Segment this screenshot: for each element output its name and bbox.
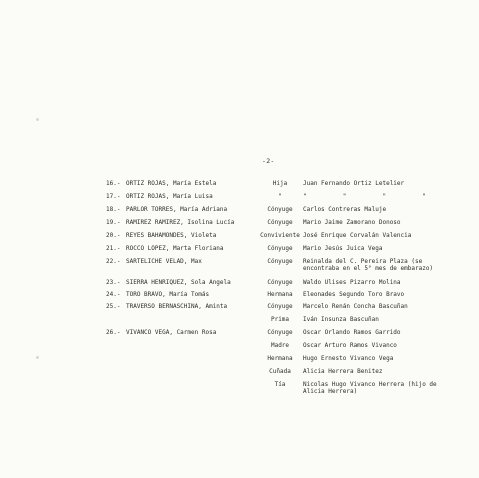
entry-number: 24.- [106,291,121,298]
entry-relationship: Cónyuge [267,329,293,336]
entry-name: ROCCO LOPEZ, Marta Floriana [126,245,224,252]
entry-relationship: Cuñada [269,368,291,375]
entry-number: 20.- [106,232,121,239]
list-item [0,193,479,203]
list-item [0,342,479,352]
entry-relationship: Cónyuge [267,279,293,286]
entry-relative: Mario Jesús Juica Vega [303,245,383,252]
entry-number: 18.- [106,206,121,213]
entry-number: 26.- [106,329,121,336]
entry-name: SARTELICHE VELAD, Max [126,258,202,265]
entry-relationship: Conviviente [260,232,300,239]
entry-relationship: Cónyuge [267,245,293,252]
entry-relative: Eleonades Segundo Toro Bravo [303,291,405,298]
entry-relative: Juan Fernando Ortiz Letelier [303,180,405,187]
entry-relationship: Cónyuge [267,219,293,226]
entry-relationship: Tía [274,381,286,388]
entry-relationship: Madre [270,342,290,349]
entry-relative: Waldo Ulises Pizarro Molina [303,279,401,286]
entry-number: 19.- [106,219,121,226]
entry-relative: Iván Insunza Bascuñan [303,316,379,323]
entry-name: ORTIZ ROJAS, María Estela [126,180,217,187]
entry-number: 21.- [106,245,121,252]
list-item [0,245,479,255]
entry-number: 17.- [106,193,121,200]
entry-relative: Oscar Orlando Ramos Garrido [303,329,401,336]
entry-relationship: Prima [270,316,290,323]
list-item [0,279,479,289]
entry-relationship: Hermana [267,355,293,362]
entry-relative: Hugo Ernesto Vivanco Vega [303,355,394,362]
entry-relative: Reinalda del C. Pereira Plaza (se encontraba en el 5° mes de embarazo) [303,258,434,272]
entry-relationship: Cónyuge [267,258,293,265]
entry-name: RAMIREZ RAMIREZ, Isolina Lucía [126,219,235,226]
list-item [0,219,479,229]
punch-hole [36,118,39,121]
entry-name: TORO BRAVO, María Tomás [126,291,210,298]
entry-number: 22.- [106,258,121,265]
list-item [0,258,479,275]
entry-relationship: " [278,193,282,200]
entry-relative: Mario Jaime Zamorano Donoso [303,219,401,226]
entry-relationship: Hermana [267,291,293,298]
list-item [0,368,479,378]
list-item [0,232,479,242]
entry-relationship: Cónyuge [267,206,293,213]
list-item [0,303,479,313]
entry-name: REYES BAHAMONDES, Violeta [126,232,217,239]
entry-name: SIERRA HENRIQUEZ, Sola Angela [126,279,231,286]
entry-relative: Marcelo Renán Concha Bascuñan [303,303,408,310]
entry-relative: Alicia Herrera Benitez [303,368,383,375]
entry-name: PARLOR TORRES, María Adriana [126,206,228,213]
entry-number: 23.- [106,279,121,286]
entry-relative: Nicolas Hugo Vivanco Herrera (hijo de Alicia Herrera) [303,381,437,395]
entry-relationship: Cónyuge [267,303,293,310]
entry-name: VIVANCO VEGA, Carmen Rosa [126,329,217,336]
list-item [0,381,479,398]
entry-relative: Carlos Contreras Maluje [303,206,387,213]
entry-relationship: Hija [272,180,288,187]
list-item [0,180,479,190]
entry-name: TRAVERSO BERNASCHINA, Aminta [126,303,228,310]
list-item [0,355,479,365]
entry-number: 16.- [106,180,121,187]
entry-name: ORTIZ ROJAS, María Luisa [126,193,213,200]
list-item [0,206,479,216]
ditto-marks: " " " " [303,193,426,200]
list-item [0,316,479,326]
page-number: -2- [262,157,275,165]
list-item [0,329,479,339]
entry-relative: José Enrique Corvalán Valencia [303,232,412,239]
list-item [0,291,479,301]
entry-relative: Oscar Arturo Ramos Vivanco [303,342,397,349]
entry-number: 25.- [106,303,121,310]
